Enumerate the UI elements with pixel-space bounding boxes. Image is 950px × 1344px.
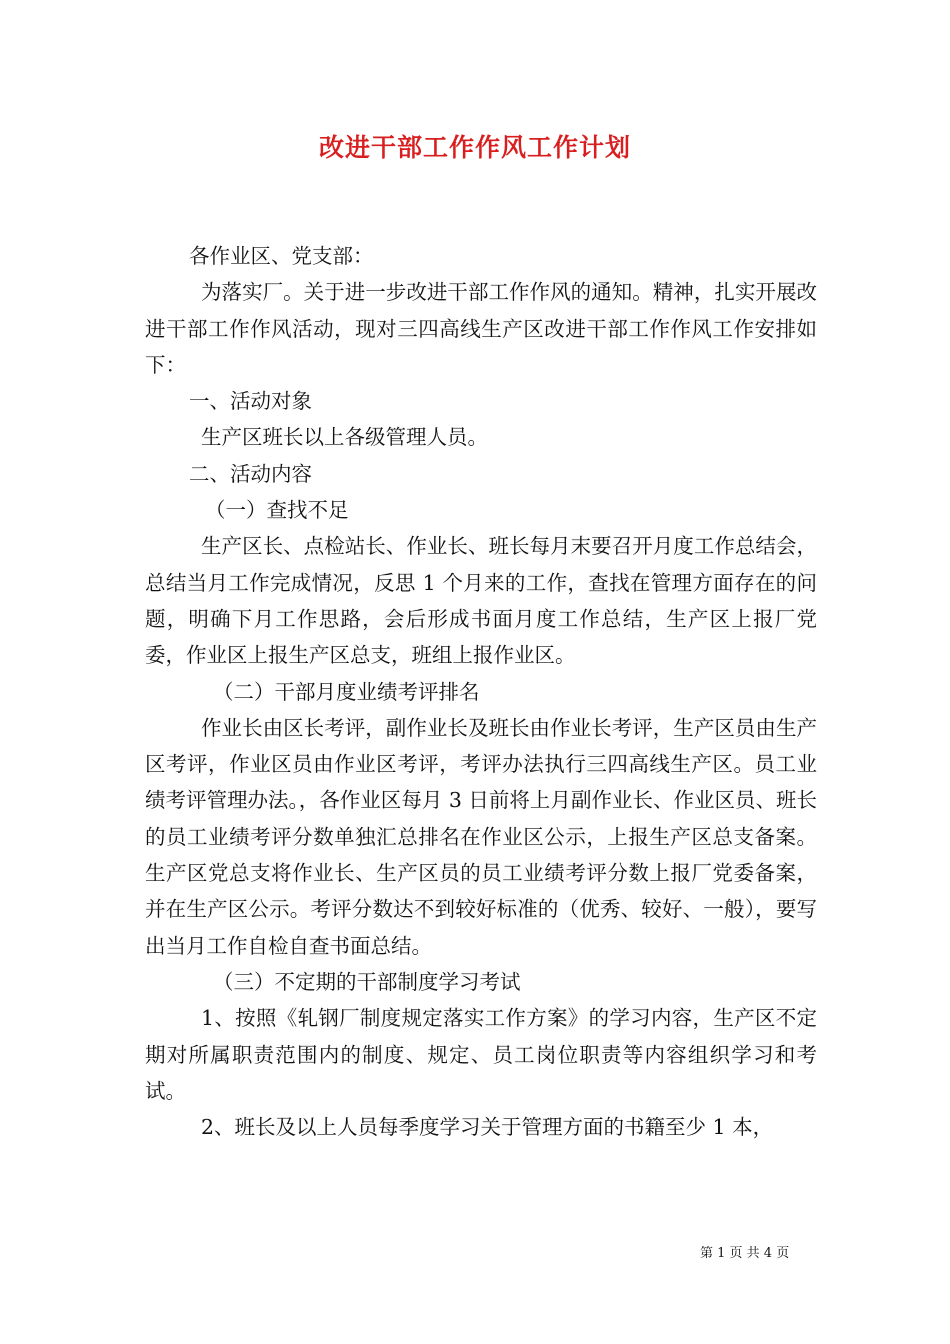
paragraph-performance-ranking: 作业长由区长考评，副作业长及班长由作业长考评，生产区员由生产区考评，作业区员由作业区考评，考评办法执行三四高线生产区。员工业绩考评管理办法。，各作业区每月 3 日前将上月副作业长、作业区员、班长的员工业绩考评分数单独汇总排名在作业区公示，上报生产区总支备案。生产区党总支将作业长、生产区员的员工业绩考评分数上报厂党委备案，并在生产区公示。考评分数达不到较好标准的（优秀、较好、一般），要写出当月工作自检自查书面总结。 <box>145 715 817 958</box>
page-indicator: 第 1 页 共 4 页 <box>700 1246 790 1261</box>
document-body <box>145 238 817 1145</box>
paragraph-find-shortcomings: 生产区长、点检站长、作业长、班长每月末要召开月度工作总结会，总结当月工作完成情况，反思 1 个月来的工作，查找在管理方面存在的问题，明确下月工作思路，会后形成书面月度工作总结，生产区上报厂党委，作业区上报生产区总支，班组上报作业区。 <box>145 534 817 668</box>
paragraph-exam-item-2: 2、班长及以上人员每季度学习关于管理方面的书籍至少 1 本， <box>201 1115 774 1140</box>
paragraph-activity-target: 生产区班长以上各级管理人员。 <box>201 425 488 450</box>
salutation: 各作业区、党支部： <box>189 244 374 268</box>
paragraph-exam-item-1: 1、按照《轧钢厂制度规定落实工作方案》的学习内容，生产区不定期对所属职责范围内的制度、规定、员工岗位职责等内容组织学习和考试。 <box>145 1006 817 1103</box>
heading-activity-content: 二、活动内容 <box>189 461 312 486</box>
subheading-performance-ranking: （二）干部月度业绩考评排名 <box>213 679 480 704</box>
document-title: 改进干部工作作风工作计划 <box>318 133 631 162</box>
heading-activity-target: 一、活动对象 <box>189 389 312 414</box>
subheading-irregular-exams: （三）不定期的干部制度学习考试 <box>213 969 521 994</box>
paragraph-intro: 为落实厂。关于进一步改进干部工作作风的通知。精神，扎实开展改进干部工作作风活动，现对三四高线生产区改进干部工作作风工作安排如下： <box>145 280 817 377</box>
subheading-find-shortcomings: （一）查找不足 <box>205 498 349 523</box>
